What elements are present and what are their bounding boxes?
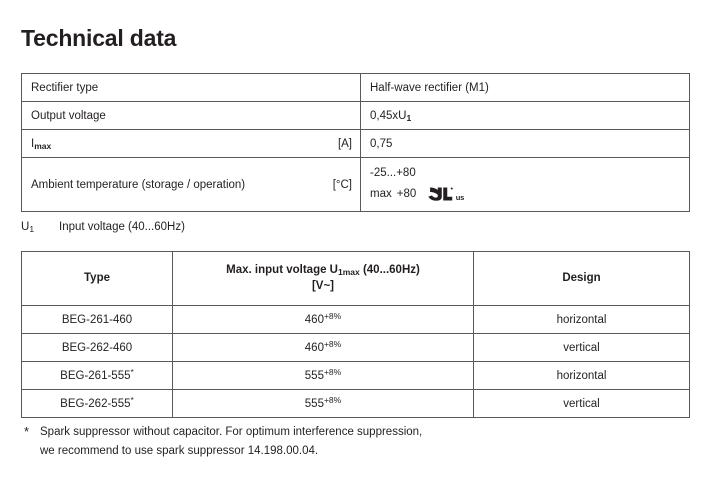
cell-design: horizontal xyxy=(474,362,690,390)
imax-subscript: max xyxy=(34,140,52,151)
max-label: max xyxy=(370,188,392,200)
spec-label-rectifier-type xyxy=(22,74,361,102)
cell-design: horizontal xyxy=(474,306,690,334)
cell-voltage xyxy=(173,334,474,362)
header-suffix: (40...60Hz) xyxy=(359,263,420,276)
type-footnote-marker: * xyxy=(130,394,134,405)
footnote-body xyxy=(40,423,584,461)
imax-base: I xyxy=(31,137,35,150)
cell-type xyxy=(22,334,173,362)
u1-subscript: 1 xyxy=(29,224,35,235)
label-text: Ambient temperature (storage / operation) xyxy=(31,178,246,191)
u1-base: U xyxy=(21,221,30,233)
label-unit: [°C] xyxy=(332,178,352,191)
voltage-tolerance: +8% xyxy=(323,394,342,405)
table-row xyxy=(22,158,690,212)
header-line-2: [V~] xyxy=(311,279,335,292)
label-text: Output voltage xyxy=(31,109,106,122)
spec-value-ambient-temperature xyxy=(361,158,690,212)
spec-label-output-voltage xyxy=(22,102,361,130)
temperature-max-line xyxy=(370,186,681,202)
u1-symbol xyxy=(21,221,59,233)
label-unit: [A] xyxy=(337,137,352,150)
footnote-line-1: Spark suppressor without capacitor. For optimum interference suppression, xyxy=(40,426,423,438)
voltage-base: 460 xyxy=(304,313,324,326)
type-name: BEG-262-555 xyxy=(60,397,131,410)
label-text xyxy=(31,138,51,150)
spec-value-rectifier-type: Half-wave rectifier (M1) xyxy=(361,74,690,102)
table-row xyxy=(22,130,690,158)
table-row xyxy=(22,390,690,418)
type-name: BEG-262-460 xyxy=(61,341,133,354)
table-row xyxy=(22,362,690,390)
table-row xyxy=(22,74,690,102)
voltage-tolerance: +8% xyxy=(323,338,342,349)
footnote-line-2: we recommend to use spark suppressor 14.198.00.04. xyxy=(40,444,319,457)
footnote-marker: * xyxy=(24,424,30,439)
cell-design: vertical xyxy=(474,390,690,418)
type-name: BEG-261-460 xyxy=(61,313,133,326)
voltage-base: 555 xyxy=(304,397,324,410)
header-subscript: 1max xyxy=(338,267,360,278)
voltage-base: 460 xyxy=(304,341,324,354)
header-prefix: Max. input voltage U xyxy=(226,263,338,276)
voltage-tolerance: +8% xyxy=(323,366,342,377)
specification-table xyxy=(21,73,690,212)
type-table xyxy=(21,251,690,418)
column-header-design: Design xyxy=(474,252,690,306)
cell-voltage xyxy=(173,390,474,418)
type-footnote-marker: * xyxy=(130,366,134,377)
spec-label-imax xyxy=(22,130,361,158)
label-text: Rectifier type xyxy=(31,81,99,94)
spec-value-output-voltage xyxy=(361,102,690,130)
type-name: BEG-261-555 xyxy=(60,369,131,382)
u1-note-text: Input voltage (40...60Hz) xyxy=(59,221,185,233)
value-subscript: 1 xyxy=(406,112,412,123)
value-text: 0,45xU xyxy=(370,109,407,122)
header-line-1 xyxy=(177,263,469,279)
page-title: Technical data xyxy=(21,25,177,51)
input-voltage-note xyxy=(21,221,185,233)
table-row xyxy=(22,334,690,362)
ul-listed-icon xyxy=(428,186,464,202)
cell-type xyxy=(22,306,173,334)
cell-type xyxy=(22,362,173,390)
max-value: +80 xyxy=(396,188,417,200)
column-header-type: Type xyxy=(22,252,173,306)
spec-value-imax: 0,75 xyxy=(361,130,690,158)
ul-us-label: us xyxy=(455,192,465,202)
table-row xyxy=(22,102,690,130)
column-header-max-input-voltage xyxy=(173,252,474,306)
cell-voltage xyxy=(173,362,474,390)
footnote xyxy=(24,423,584,461)
cell-voltage xyxy=(173,306,474,334)
temperature-range: -25...+80 xyxy=(370,167,416,179)
voltage-tolerance: +8% xyxy=(323,310,342,321)
spec-label-ambient-temperature xyxy=(22,158,361,212)
table-row xyxy=(22,306,690,334)
cell-type xyxy=(22,390,173,418)
cell-design: vertical xyxy=(474,334,690,362)
table-header-row xyxy=(22,252,690,306)
voltage-base: 555 xyxy=(304,369,324,382)
